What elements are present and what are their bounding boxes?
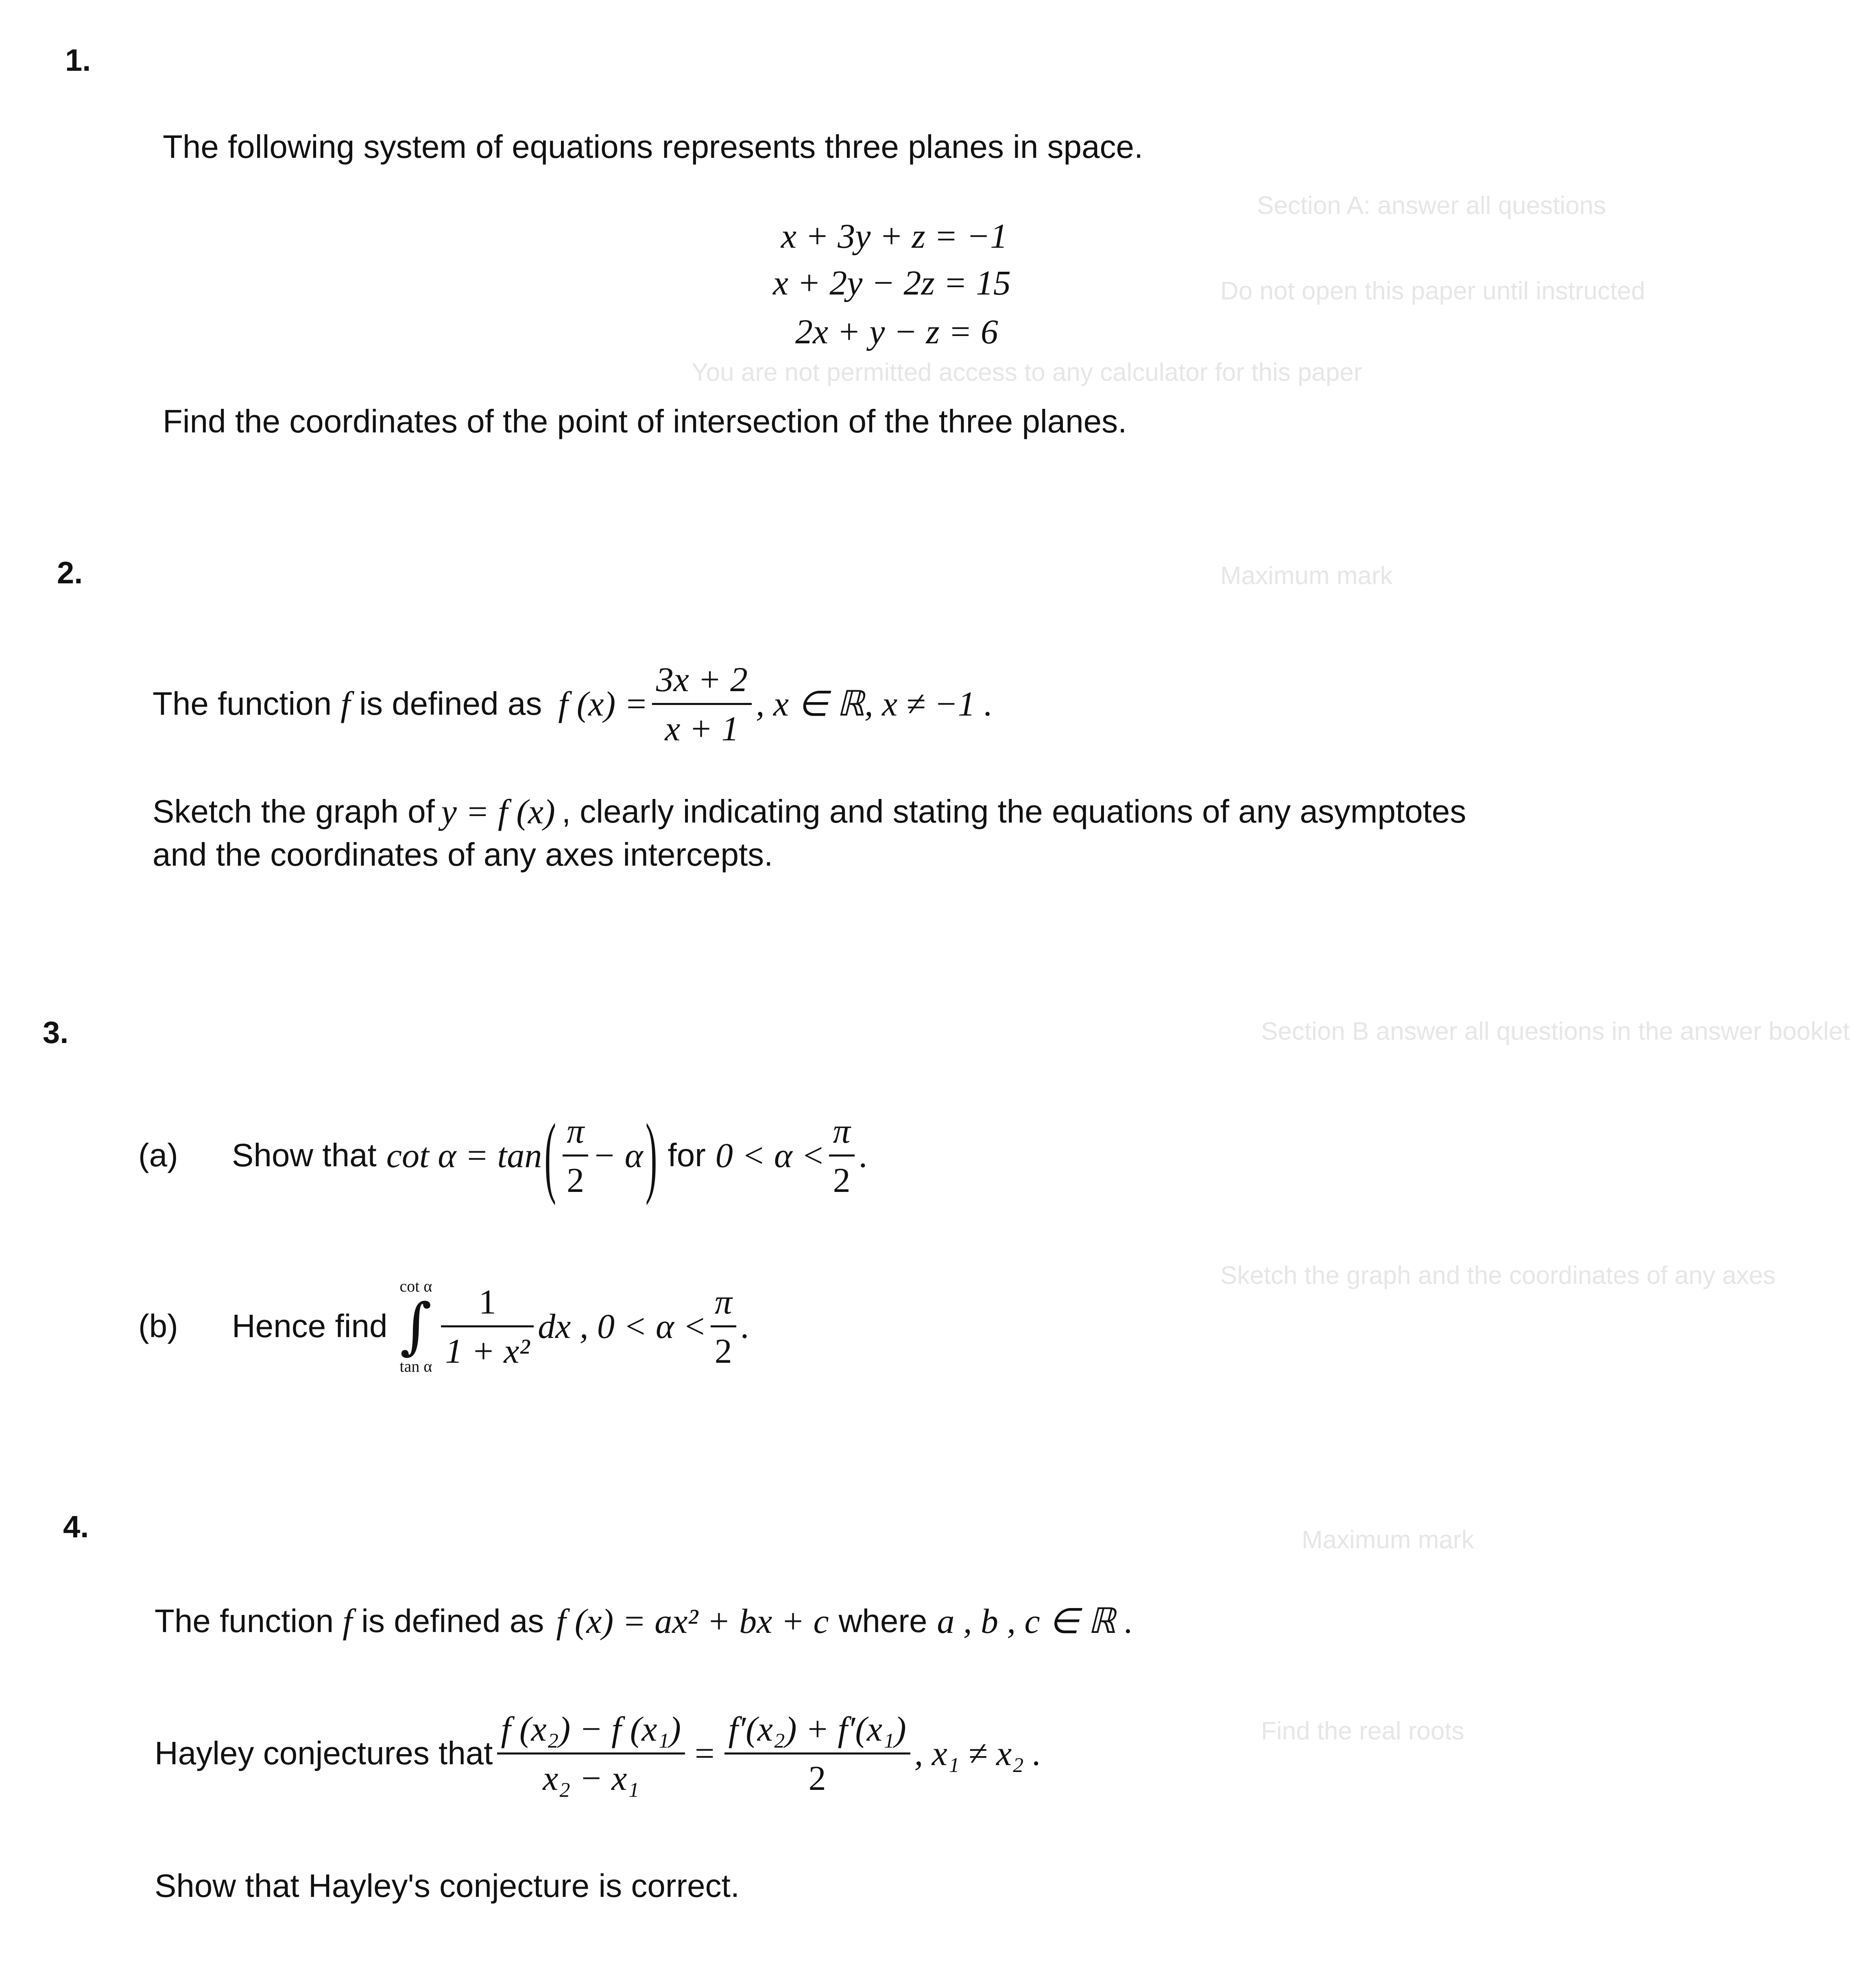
- math-span: , x₁ ≠ x₂ .: [914, 1734, 1042, 1773]
- conjecture: [155, 1700, 1041, 1806]
- text-span: The function: [153, 685, 332, 722]
- question-number: 1.: [65, 43, 91, 78]
- function-definition: [153, 651, 993, 757]
- bleed-through-text: Maximum mark: [1302, 1526, 1474, 1554]
- math-span: dx , 0 < α <: [538, 1307, 707, 1346]
- equals-sign: =: [695, 1734, 715, 1773]
- fraction: [829, 1111, 855, 1200]
- fraction-numerator: π: [567, 1111, 585, 1150]
- text-span: is defined as: [359, 685, 542, 722]
- text-span: Hayley conjectures that: [155, 1735, 493, 1771]
- question-task: Find the coordinates of the point of intersection of the three planes.: [163, 403, 1127, 439]
- fraction-denominator: x₂ − x₁: [543, 1758, 639, 1798]
- part-label: (a): [138, 1137, 178, 1173]
- bleed-through-text: Do not open this paper until instructed: [1220, 277, 1645, 305]
- question-number: 2.: [57, 556, 83, 590]
- text-span: where: [838, 1603, 927, 1639]
- equation-line: 2x + y − z = 6: [795, 312, 998, 351]
- bleed-through-text: Section B answer all questions in the answer booklet: [1261, 1017, 1850, 1045]
- equation-line: x + 2y − 2z = 15: [773, 263, 1011, 302]
- fraction-numerator: 3x + 2: [656, 659, 748, 699]
- bleed-through-text: Find the real roots: [1261, 1717, 1464, 1745]
- left-paren: (: [544, 1104, 556, 1206]
- bleed-through-text: Maximum mark: [1220, 562, 1393, 590]
- fraction: [652, 659, 752, 749]
- fraction-numerator: f′(x₂) + f′(x₁): [728, 1709, 906, 1748]
- bleed-through-text: You are not permitted access to any calculator for this paper: [692, 358, 1362, 386]
- math-span: f (x) = ax² + bx + c: [556, 1602, 829, 1641]
- fraction-numerator: 1: [478, 1282, 496, 1321]
- text-span: , clearly indicating and stating the equations of any asymptotes: [561, 793, 1466, 829]
- part-label: (b): [138, 1308, 178, 1344]
- fraction-denominator: 2: [833, 1160, 851, 1200]
- equation-line: x + 3y + z = −1: [781, 216, 1008, 255]
- fraction: [711, 1281, 736, 1371]
- text-span: The function: [155, 1603, 334, 1639]
- math-span: y = f (x): [441, 792, 555, 831]
- upper-limit: cot α: [399, 1277, 432, 1295]
- text-span: Show that: [232, 1137, 377, 1173]
- fraction-denominator: 2: [714, 1331, 732, 1370]
- lower-limit: tan α: [399, 1357, 432, 1375]
- fraction: [441, 1281, 534, 1371]
- text-span: for: [668, 1137, 706, 1173]
- function-definition: [155, 1601, 1133, 1641]
- fraction: [563, 1111, 588, 1200]
- integral: [399, 1277, 432, 1376]
- fraction-numerator: π: [833, 1111, 851, 1150]
- fraction-denominator: 2: [567, 1160, 585, 1200]
- function-symbol: f: [343, 1602, 353, 1641]
- fraction: [724, 1709, 910, 1798]
- math-span: cot α = tan: [386, 1136, 542, 1175]
- fraction-numerator: f (x₂) − f (x₁): [501, 1709, 681, 1748]
- question-number: 4.: [63, 1510, 89, 1544]
- fraction-denominator: x + 1: [665, 709, 739, 748]
- math-span: a , b , c ∈ ℝ .: [937, 1602, 1133, 1641]
- right-paren: ): [645, 1104, 657, 1206]
- period: .: [740, 1307, 749, 1346]
- bleed-through-text: Section A: answer all questions: [1257, 192, 1606, 220]
- question-intro: The following system of equations represents three planes in space.: [163, 129, 1143, 165]
- text-span: is defined as: [361, 1603, 544, 1639]
- fraction-denominator: 1 + x²: [445, 1331, 530, 1370]
- question-task-line2: and the coordinates of any axes intercepts.: [153, 836, 773, 873]
- integral-sign-icon: ∫: [400, 1291, 432, 1362]
- bleed-through-text: Sketch the graph and the coordinates of any axes: [1220, 1261, 1776, 1290]
- part-b: [138, 1265, 749, 1387]
- text-span: Hence find: [232, 1308, 388, 1344]
- question-task: Show that Hayley's conjecture is correct.: [155, 1868, 740, 1904]
- fraction-denominator: 2: [808, 1758, 826, 1798]
- part-a: [138, 1106, 867, 1204]
- math-span: 0 < α <: [715, 1136, 825, 1175]
- function-lhs: f (x) =: [558, 684, 648, 723]
- period: .: [858, 1136, 868, 1175]
- fraction-numerator: π: [714, 1282, 732, 1321]
- question-task: [153, 791, 1466, 832]
- fraction: [497, 1709, 685, 1798]
- question-number: 3.: [43, 1015, 69, 1050]
- function-domain: , x ∈ ℝ, x ≠ −1 .: [755, 684, 993, 723]
- function-symbol: f: [340, 684, 351, 723]
- text-span: Sketch the graph of: [153, 793, 435, 829]
- math-span: − α: [592, 1136, 643, 1175]
